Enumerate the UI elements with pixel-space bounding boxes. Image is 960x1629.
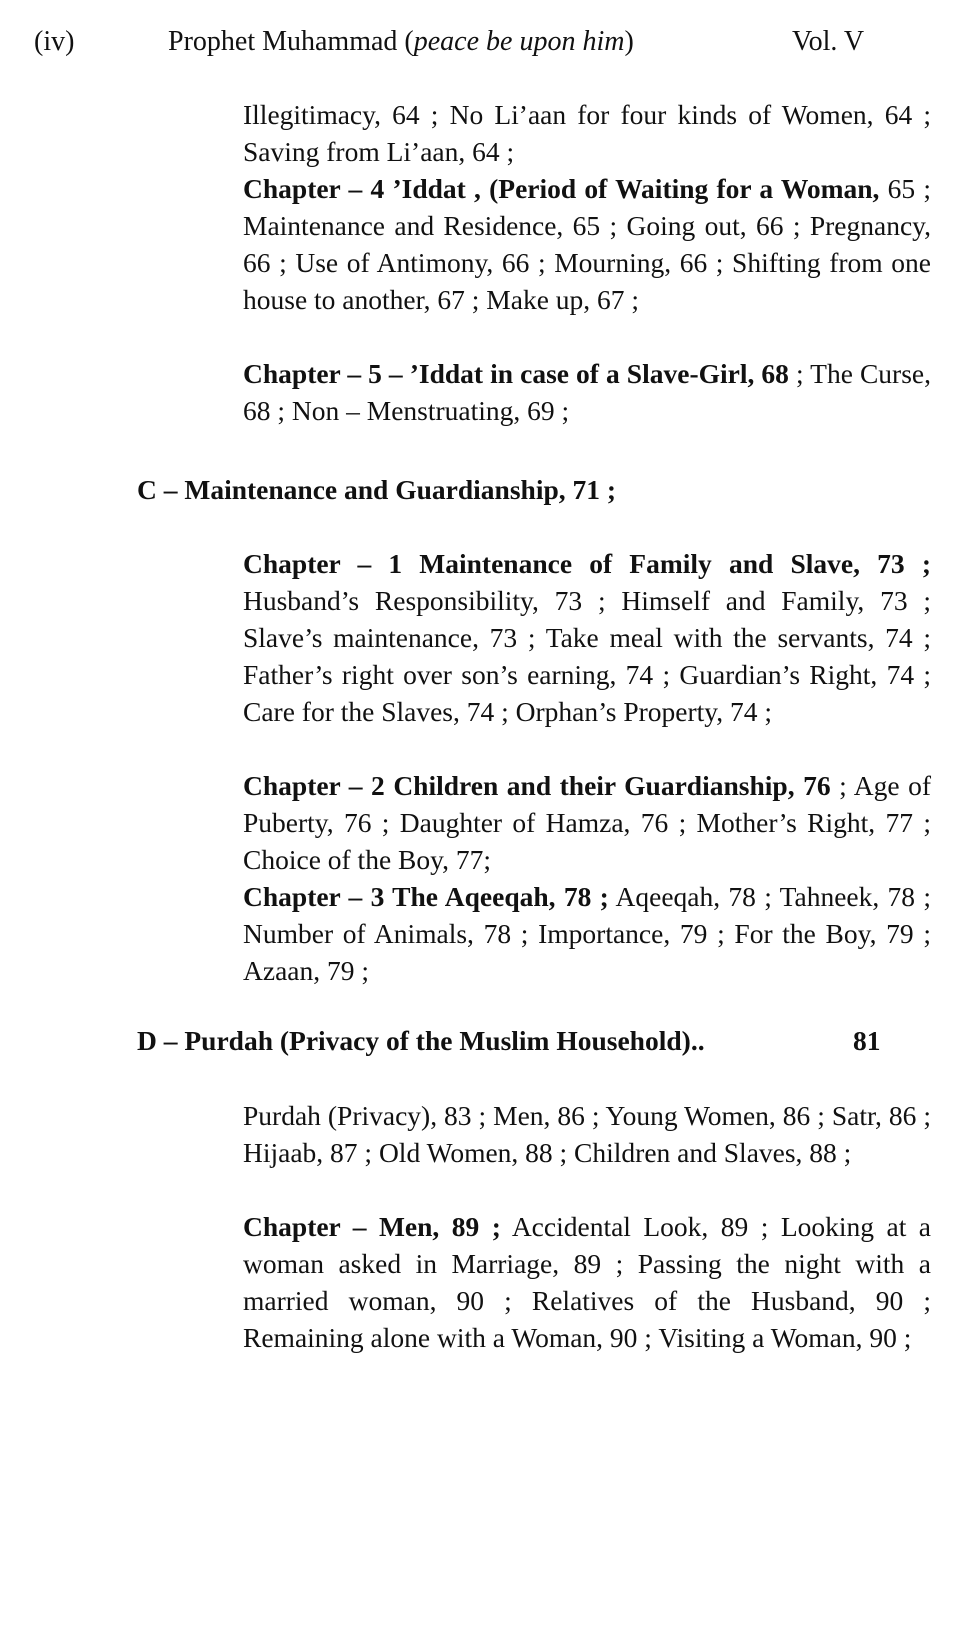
chapter-heading: Chapter – 2 Children and their Guardianship, 76: [243, 770, 831, 801]
chapter-topics: Aqeeqah, 78 ; Tahneek, 78 ; Number of Animals, 78 ; Importance, 79 ; For the Boy, 79 ; Azaan, 79 ;: [243, 881, 931, 986]
chapter-topics: 65 ; Maintenance and Residence, 65 ; Going out, 66 ; Pregnancy, 66 ; Use of Antimony, 66 ; Mourning, 66 ; Shifting from one house to another, 67 ; Make up, 67 ;: [243, 173, 932, 315]
chapter-heading: Chapter – 3 The Aqeeqah, 78 ;: [243, 881, 609, 912]
b-entry-illegitimacy: [243, 96, 931, 170]
chapter-heading: Chapter – 5 – ’Iddat in case of a Slave-Girl, 68: [243, 358, 789, 389]
c-chapter-2: [243, 767, 931, 878]
title-close: ): [624, 26, 634, 57]
section-d-page: 81: [853, 1025, 881, 1056]
chapter-topics: Husband’s Responsibility, 73 ; Himself and Family, 73 ; Slave’s maintenance, 73 ; Take meal with the servants, 74 ; Father’s right over son’s earning, 74 ; Guardian’s Right, 74 ; Care for the Slaves, 74 ; Orphan’s Property, 74 ;: [243, 585, 931, 727]
d-entry-text: Purdah (Privacy), 83 ; Men, 86 ; Young Women, 86 ; Satr, 86 ; Hijaab, 87 ; Old Women, 88 ; Children and Slaves, 88 ;: [243, 1100, 931, 1168]
page-number: (iv): [34, 26, 75, 57]
volume-label: Vol. V: [792, 26, 865, 57]
chapter-topics: ; The Curse, 68 ; Non – Menstruating, 69 ;: [243, 358, 931, 426]
chapter-heading: Chapter – 1 Maintenance of Family and Slave, 73 ;: [243, 548, 931, 579]
c-chapter-3: [243, 878, 931, 989]
title-honorific: peace be upon him: [413, 26, 625, 57]
c-chapter-1: [243, 545, 931, 730]
title-main: Prophet Muhammad (: [168, 26, 414, 57]
chapter-topics: Accidental Look, 89 ; Looking at a woman asked in Marriage, 89 ; Passing the night with a married woman, 90 ; Relatives of the Husband, 90 ; Remaining alone with a Woman, 90 ; Visiting a Woman, 90 ;: [243, 1211, 932, 1353]
chapter-topics: ; Age of Puberty, 76 ; Daughter of Hamza, 76 ; Mother’s Right, 77 ; Choice of the Boy, 77;: [243, 770, 931, 875]
b-chapter-4: [243, 170, 931, 318]
chapter-heading: Chapter – 4 ’Iddat , (Period of Waiting for a Woman,: [243, 173, 880, 204]
chapter-heading: Chapter – Men, 89 ;: [243, 1211, 501, 1242]
section-d-heading: D – Purdah (Privacy of the Muslim Household)..: [137, 1025, 705, 1056]
page-header: [0, 26, 960, 66]
b-chapter-5: [243, 355, 931, 429]
running-title: [168, 26, 634, 58]
b-entry-text: Illegitimacy, 64 ; No Li’aan for four kinds of Women, 64 ; Saving from Li’aan, 64 ;: [243, 99, 931, 167]
section-c-heading: C – Maintenance and Guardianship, 71 ;: [137, 474, 617, 505]
d-chapter-men: [243, 1208, 931, 1356]
d-entry-purdah: [243, 1097, 931, 1171]
